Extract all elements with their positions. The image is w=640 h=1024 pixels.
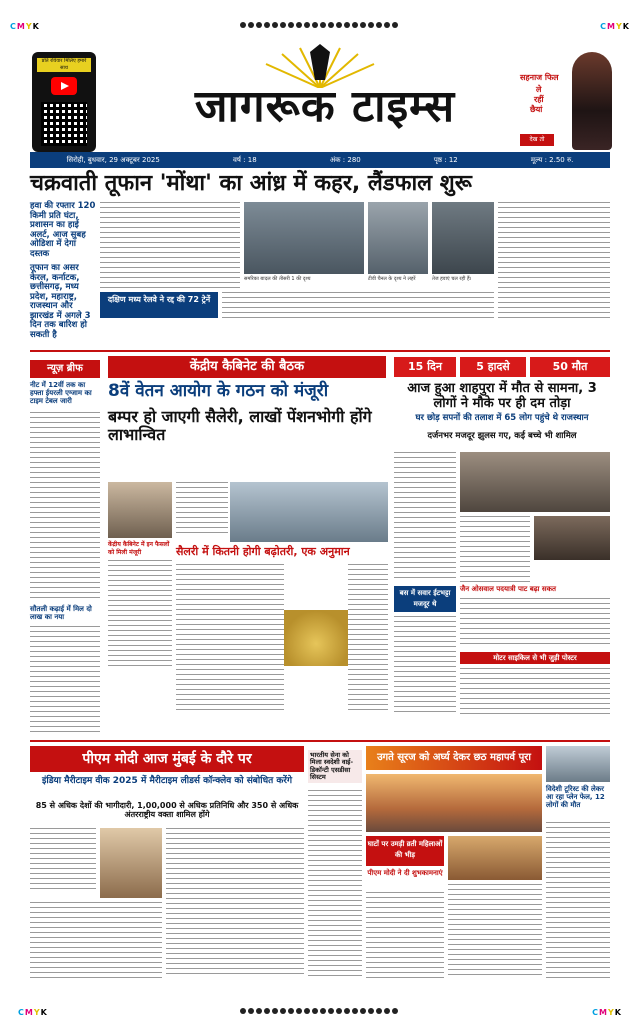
registration-mark-left: CMYK — [10, 22, 40, 31]
ad-text-4: छैयां — [530, 105, 543, 114]
ad-badge: देख तो — [520, 134, 554, 146]
lead-headline[interactable]: चक्रवाती तूफान 'मोंथा' का आंध्र में कहर, लैंडफाल शुरू — [30, 171, 472, 196]
defence-head[interactable]: भारतीय सेना को मिला स्वदेशी वाई-डिकॉन्टी एसडीसा सिस्टम — [308, 750, 362, 783]
pill-days: 15 दिन — [394, 357, 456, 377]
brief-item-1[interactable]: नीट में 12वीं तक का हफ्ता ईयरली एग्जाम का टाइम टेबल जारी — [30, 381, 92, 405]
modi-sub: इंडिया मैरीटाइम वीक 2025 में मैरीटाइम लीडर्स कॉन्क्लेव को संबोधित करेंगे — [41, 776, 293, 786]
shahpura-subhead-2: दर्जनभर मजदूर झुलस गए, कई बच्चे भी शामिल — [427, 431, 577, 441]
cabinet-meeting-photo — [230, 482, 388, 542]
modi-body-3 — [30, 902, 162, 978]
volume: वर्ष : 18 — [233, 156, 257, 164]
shahpura-subhead-1: घर छोड़ सपनों की तलाश में 65 लोग पहुंचे थे राजस्थान — [415, 413, 589, 423]
ad-text-3: रहीं — [534, 95, 544, 104]
chhath-pm-wish: पीएम मोदी ने दी शुभकामनाएं — [367, 869, 443, 877]
motor-body — [460, 668, 610, 716]
qr-phone — [32, 52, 96, 152]
registration-dots-top — [240, 22, 398, 28]
divider-bottom — [30, 740, 610, 742]
qr-caption: प्रति रविवार मिलिए हमारे साथ — [37, 58, 91, 72]
brief-body-2 — [30, 626, 100, 734]
cabinet-body-2 — [108, 560, 172, 668]
chhath-body-2 — [448, 884, 542, 978]
divider-top — [30, 350, 610, 352]
lead-body-text-4 — [222, 292, 494, 320]
pages: पृष्ठ : 12 — [433, 156, 458, 164]
edition-line: सिरोही, बुधवार, 29 अक्टूबर 2025 — [66, 156, 160, 164]
price: मूल्य : 2.50 रु. — [530, 156, 574, 164]
cyclone-caption-3: तेज हवाएं चल रही हैं। — [432, 276, 472, 282]
chhath-body-1 — [366, 892, 444, 978]
ad-model-image — [572, 52, 612, 150]
plane-body — [546, 822, 610, 978]
brief-title: न्यूज़ ब्रीफ — [30, 360, 100, 378]
cabinet-subhead[interactable]: बम्पर हो जाएगी सैलेरी, लाखों पेंशनभोगी होंगे लाभान्वित — [108, 407, 372, 444]
edition-strip — [30, 152, 610, 168]
modi-body-2 — [166, 828, 304, 978]
bus-fire-photo — [460, 452, 610, 512]
cyclone-caption-1: समरिका बादल की तीसरी 1 की दृश्य — [244, 276, 311, 282]
lead-side-2: तूफान का असर केरल, कर्नाटक, छत्तीसगढ़, मध्य प्रदेश, महाराष्ट्र, राजस्थान और झारखंड में अगले 3 दिन तक बारिश हो सकती है — [30, 263, 91, 340]
brief-item-2[interactable]: सौतली कढ़ाई में मिल दो लाख का नया — [30, 605, 92, 621]
brief-body-1 — [30, 412, 100, 602]
lead-body-text-2 — [498, 202, 610, 322]
registration-mark-right: CMYK — [600, 22, 630, 31]
plane-photo — [546, 746, 610, 782]
cabinet-headline[interactable]: 8वें वेतन आयोग के गठन को मंजूरी — [108, 381, 329, 401]
modi-stat: 85 से अधिक देशों की भागीदारी, 1,00,000 से अधिक प्रतिनिधि और 350 से अधिक अंतरराष्ट्रीय वक्ता शामिल होंगे — [35, 801, 299, 819]
cyclone-photo-2 — [368, 202, 428, 274]
cabinet-kicker: केंद्रीय कैबिनेट की बैठक — [108, 356, 386, 378]
qr-code[interactable] — [41, 102, 87, 146]
cabinet-photo-caption: केंद्रीय कैबिनेट में इन फैसलों को मिली मंजूरी — [108, 541, 170, 556]
rail-badge: दक्षिण मध्य रेलवे ने रद्द की 72 ट्रेनें — [100, 292, 218, 318]
salary-head: सैलरी में कितनी होगी बढ़ोतरी, एक अनुमान — [176, 545, 350, 558]
shahpura-body-1 — [394, 452, 456, 582]
youtube-icon — [51, 77, 77, 95]
registration-dots-bottom — [240, 1008, 398, 1014]
registration-mark-bottom-left: CMYK — [18, 1008, 48, 1017]
cyclone-photo-3 — [432, 202, 494, 274]
chhath-ghat: घाटों पर उमड़ी व्रती महिलाओं की भीड़ — [366, 836, 444, 866]
money-bag-image — [284, 610, 348, 666]
defence-body — [308, 790, 362, 978]
minister-photo — [108, 482, 172, 538]
salary-body-2 — [348, 564, 388, 714]
lead-body-text-1 — [100, 202, 240, 250]
chhath-photo-2 — [448, 836, 542, 880]
header-ad[interactable] — [520, 52, 628, 150]
issue: अंक : 280 — [329, 156, 361, 164]
lead-body-text-3 — [100, 252, 240, 290]
modi-body-1 — [30, 828, 96, 892]
registration-mark-bottom-right: CMYK — [592, 1008, 622, 1017]
cabinet-body-1 — [176, 482, 228, 536]
plane-head[interactable]: विदेशी टूरिस्ट की लेकर आ रहा प्लेन फेल, 12 लोगों की मौत — [546, 785, 605, 809]
cyclone-caption-2: टीवी चैनल के दृश्य ने लहरें — [368, 276, 416, 282]
masthead-title[interactable]: जागरूक टाइम्स — [194, 81, 456, 132]
jaipur-body — [460, 598, 610, 648]
pill-accidents: 5 हादसे — [460, 357, 526, 377]
ad-text-2: ले — [536, 85, 542, 94]
motor-head: मोटर साइकिल से भी जुड़ी पोस्टर — [460, 652, 610, 664]
bus-head: बस में सवार ईटभट्टा मजदूर थे — [394, 586, 456, 612]
jaipur-head: जैन ओसवाल पदयात्री पाट बढ़ा सकत — [460, 585, 557, 593]
shahpura-body-3 — [394, 616, 456, 716]
cyclone-photo-1 — [244, 202, 364, 274]
modi-photo — [100, 828, 162, 898]
shahpura-body-2 — [460, 516, 530, 582]
lead-side-1: हवा की रफ्तार 120 किमी प्रति घंटा, प्रशासन का हाई अलर्ट, आज सुबह ओडिशा में देगा दस्तक — [30, 201, 96, 259]
shahpura-headline[interactable]: आज हुआ शाहपुरा में मौत से सामना, 3 लोगों ने मौके पर ही दम तोड़ा — [407, 381, 597, 411]
chhath-headline[interactable]: उगते सूरज को अर्घ्य देकर छठ महापर्व पूरा — [366, 746, 542, 770]
ad-text-1: सहनाज फिल — [520, 73, 559, 82]
rescue-photo — [534, 516, 610, 560]
pill-deaths: 50 मौत — [530, 357, 610, 377]
salary-body — [176, 564, 284, 714]
modi-headline[interactable]: पीएम मोदी आज मुंबई के दौरे पर — [30, 746, 304, 772]
chhath-photo-1 — [366, 774, 542, 832]
